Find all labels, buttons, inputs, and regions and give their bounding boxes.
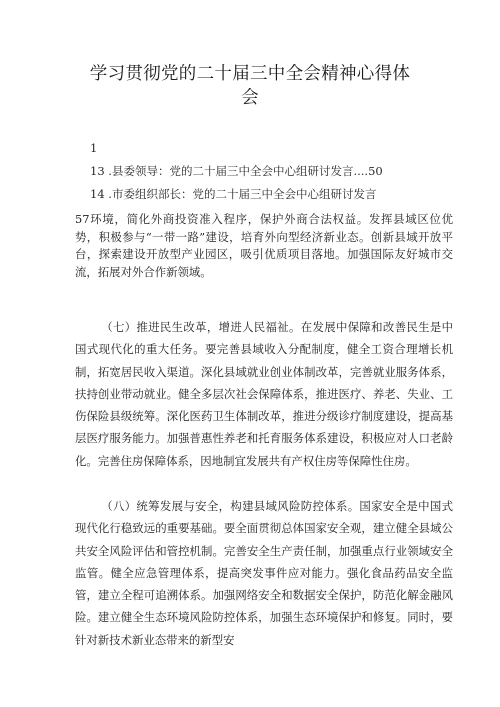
- paragraph-section-7: [75, 316, 453, 472]
- title-line-1: 学习贯彻党的二十届三中全会精神心得体: [89, 64, 411, 84]
- toc-item-1: 1: [90, 141, 98, 155]
- paragraph-text: （八）统筹发展与安全，构建县域风险防控体系。国家安全是中国式现代化行稳致远的重要基础。要全面贯彻总体国家安全观，建立健全县域公共安全风险评估和管控机制。完善安全生产责任制，加强重点行业领域安全监管。健全应急管理体系，提高突发事件应对能力。强化食品药品安全监管，建立全程可追溯体系。加强网络安全和数据安全保护，防范化解金融风险。建立健全生态环境风险防控体系，加强生态环境保护和修复。同时，要针对新技术新业态带来的新型安: [75, 499, 453, 647]
- toc-item-13: 13 .县委领导：党的二十届三中全会中心组研讨发言....50: [90, 164, 383, 178]
- paragraph-text: （七）推进民生改革，增进人民福祉。在发展中保障和改善民生是中国式现代化的重大任务。要完善县域收入分配制度，健全工资合理增长机制，拓宽居民收入渠道。深化县域就业创业体制改革，完善就业服务体系，扶持创业带动就业。健全多层次社会保障体系，推进医疗、养老、失业、工伤保险县级统筹。深化医药卫生体制改革，推进分级诊疗制度建设，提高基层医疗服务能力。加强普惠性养老和托育服务体系建设，积极应对人口老龄化。完善住房保障体系，因地制宜发展共有产权住房等保障性住房。: [75, 320, 453, 468]
- paragraph-section-8: [75, 495, 453, 651]
- title-line-2: 会: [241, 88, 259, 108]
- document-title: [60, 62, 440, 110]
- toc-item-14: 14 .市委组织部长：党的二十届三中全会中心组研讨发言: [90, 187, 377, 201]
- paragraph-continuation: [75, 211, 453, 281]
- paragraph-text: 57环境，简化外商投资准入程序，保护外商合法权益。发挥县域区位优势，积极参与“一带一路”建设，培育外向型经济新业态。创新县域开放平台，探索建设开放型产业园区，吸引优质项目落地。加强国际友好城市交流，拓展对外合作新领域。: [75, 212, 453, 279]
